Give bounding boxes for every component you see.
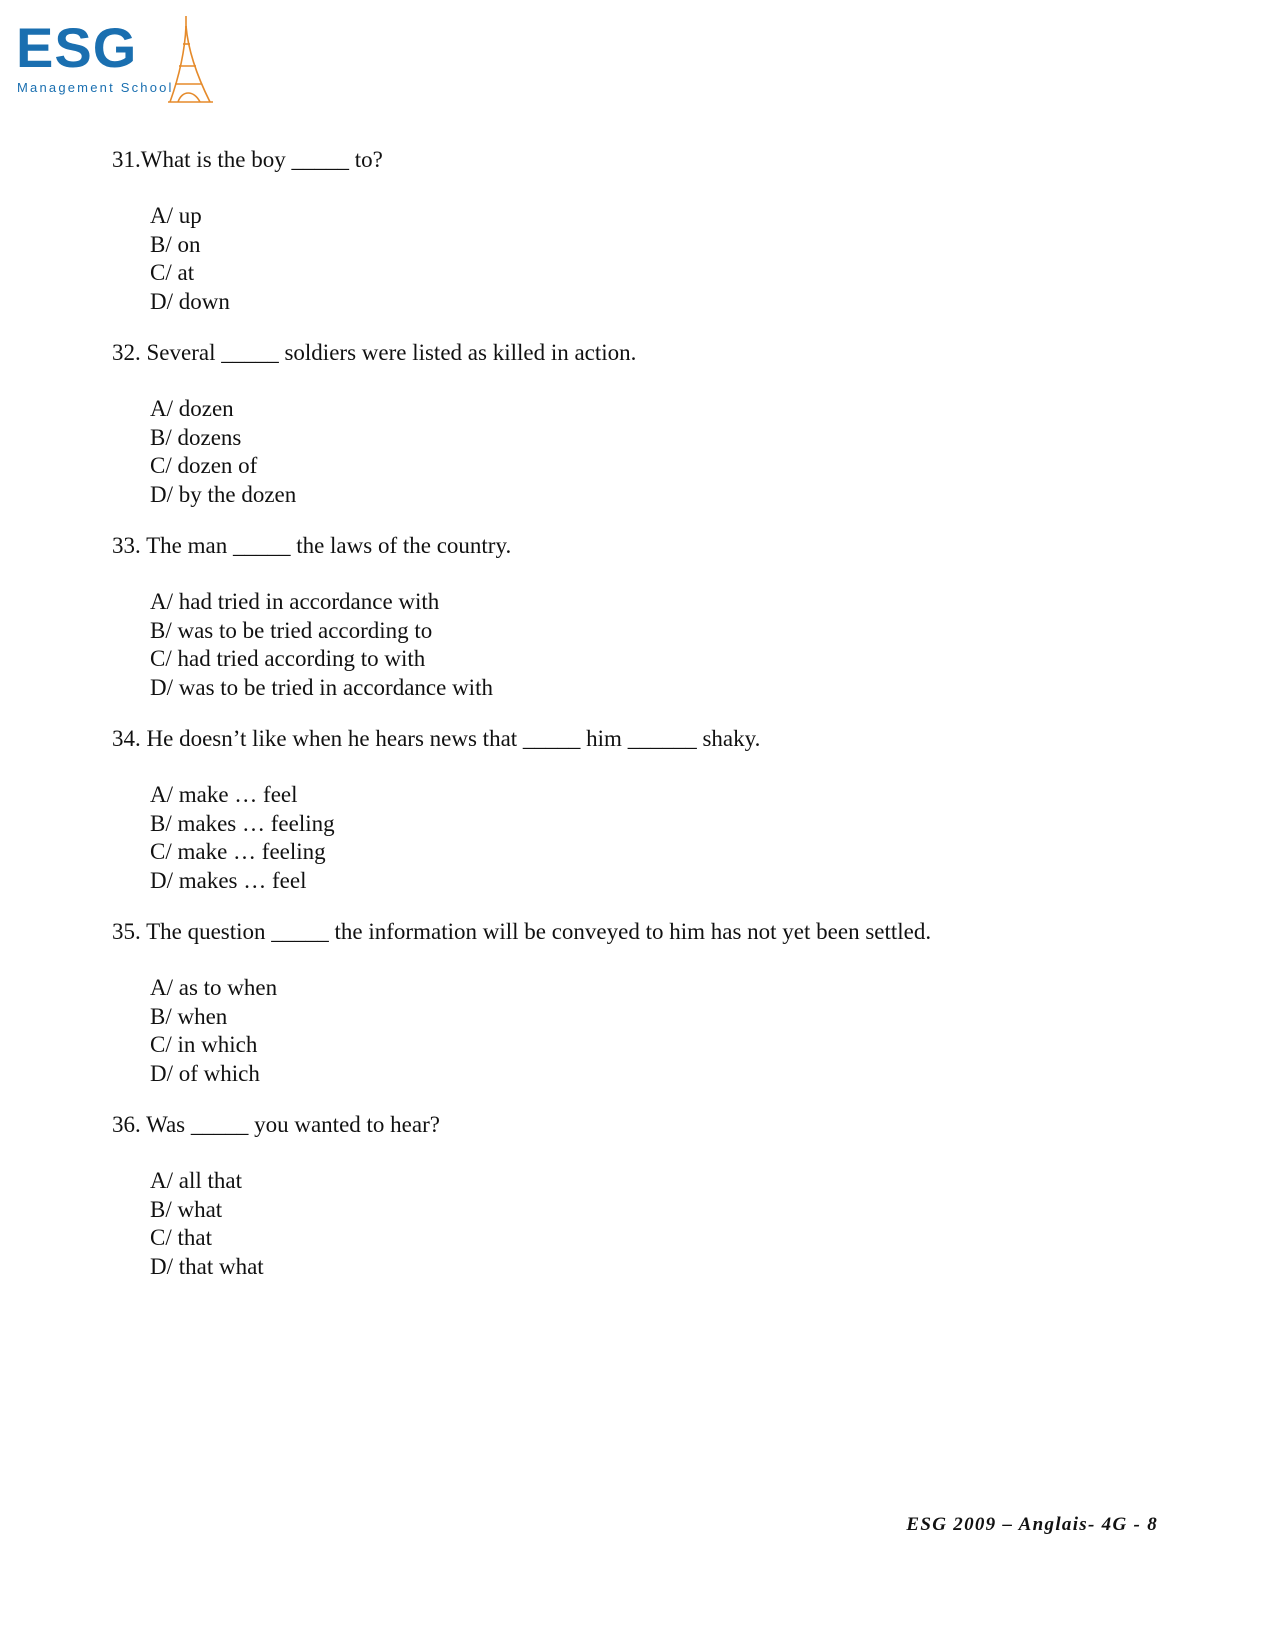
question-36 [112, 1111, 1162, 1281]
option-a: A/ as to when [150, 975, 278, 1000]
question-text: 33. The man _____ the laws of the country. [112, 533, 512, 558]
question-text: 31.What is the boy _____ to? [112, 147, 383, 172]
question-text: 35. The question _____ the information will be conveyed to him has not yet been settled. [112, 919, 932, 944]
option-c: C/ that [150, 1225, 212, 1250]
answer-options [112, 202, 1162, 316]
option-c: C/ had tried according to with [150, 646, 426, 671]
option-a: A/ all that [150, 1168, 242, 1193]
option-c: C/ in which [150, 1032, 258, 1057]
answer-options [112, 588, 1162, 702]
question-33 [112, 532, 1162, 702]
questions-list [112, 146, 1162, 1304]
logo-subtitle: Management School [17, 80, 174, 95]
logo-letters: ESG [16, 16, 138, 79]
option-b: B/ when [150, 1003, 228, 1029]
option-b: B/ dozens [150, 424, 242, 450]
page-footer: ESG 2009 – Anglais- 4G - 8 [906, 1514, 1158, 1535]
question-text: 34. He doesn’t like when he hears news that _____ him ______ shaky. [112, 726, 761, 751]
option-a: A/ had tried in accordance with [150, 589, 440, 614]
answer-options [112, 974, 1162, 1088]
option-b: B/ makes … feeling [150, 810, 335, 836]
question-text: 36. Was _____ you wanted to hear? [112, 1112, 440, 1137]
option-c: C/ make … feeling [150, 839, 326, 864]
option-b: B/ was to be tried according to [150, 617, 433, 643]
option-a: A/ dozen [150, 396, 234, 421]
option-d: D/ by the dozen [150, 481, 297, 507]
question-text: 32. Several _____ soldiers were listed as killed in action. [112, 340, 637, 365]
question-35 [112, 918, 1162, 1088]
answer-options [112, 395, 1162, 509]
question-31 [112, 146, 1162, 316]
option-d: D/ down [150, 288, 230, 314]
option-a: A/ make … feel [150, 782, 298, 807]
eiffel-tower-icon [166, 14, 216, 106]
question-32 [112, 339, 1162, 509]
question-34 [112, 725, 1162, 895]
option-b: B/ on [150, 231, 201, 257]
answer-options [112, 1167, 1162, 1281]
answer-options [112, 781, 1162, 895]
option-d: D/ makes … feel [150, 867, 307, 893]
option-c: C/ at [150, 260, 195, 285]
esg-logo [16, 14, 206, 100]
option-c: C/ dozen of [150, 453, 258, 478]
option-d: D/ was to be tried in accordance with [150, 674, 493, 700]
option-b: B/ what [150, 1196, 223, 1222]
option-d: D/ that what [150, 1253, 264, 1279]
option-d: D/ of which [150, 1060, 260, 1086]
option-a: A/ up [150, 203, 202, 228]
